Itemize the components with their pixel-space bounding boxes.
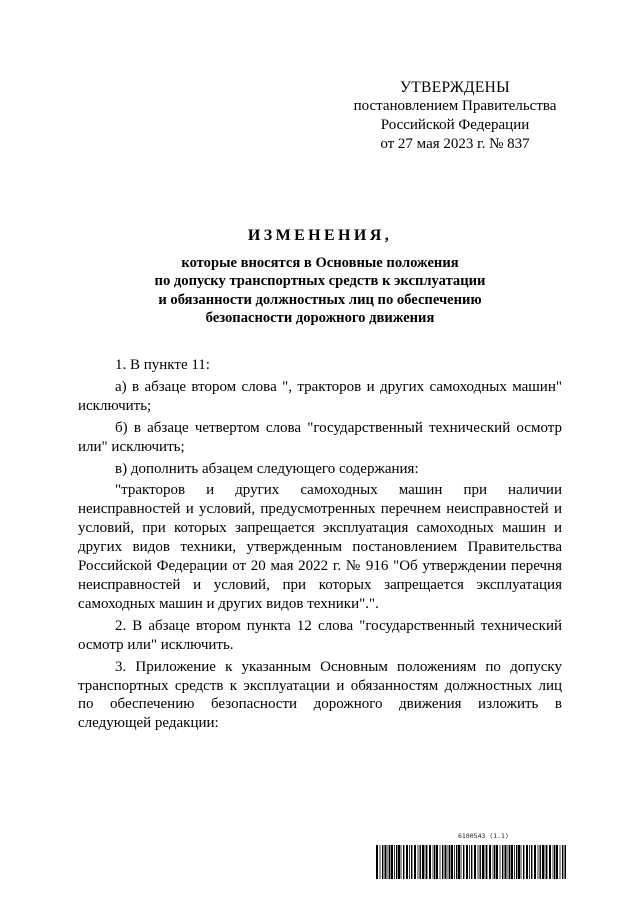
barcode-bar <box>521 845 522 879</box>
barcode-bar <box>553 845 554 879</box>
barcode-bar <box>461 845 462 879</box>
barcode-bar <box>538 845 539 879</box>
barcode-bar <box>429 845 431 879</box>
paragraph-subitem-b: б) в абзаце четвертом слова "государственный технический осмотр или" исключить; <box>78 419 562 455</box>
barcode-bar <box>398 845 400 879</box>
barcode-bar <box>469 845 470 879</box>
barcode-bar <box>471 845 472 879</box>
barcode-bar <box>565 845 567 879</box>
title-subtitle-line: и обязанности должностных лиц по обеспечению <box>158 291 482 308</box>
barcode-bar <box>549 845 551 879</box>
barcode-bar <box>436 845 438 879</box>
barcode-bar <box>385 845 387 879</box>
barcode-bar <box>411 845 412 879</box>
barcode-bar <box>451 845 453 879</box>
barcode-bar <box>478 845 479 879</box>
barcode-bar <box>426 845 427 879</box>
barcode-bar <box>511 845 513 879</box>
barcode-bar <box>409 845 410 879</box>
barcode-bar <box>529 845 530 879</box>
paragraph-quoted-text: "тракторов и других самоходных машин при наличии неисправностей и условий, предусмотренных перечнем неисправностей и условий, при которых запрещается эксплуатация самоходных машин и других видов техники, утвержденным постановлением Правительства Российской Федерации от 20 мая 2022 г. № 916 "Об утверждении перечня неисправностей и условий, при которых запрещается эксплуатация самоходных машин и других видов техники".". <box>78 482 562 612</box>
barcode-bar <box>380 845 381 879</box>
barcode-bar <box>514 845 515 879</box>
paragraph-item-2: 2. В абзаце втором пункта 12 слова "государственный технический осмотр или" исключить. <box>78 617 562 653</box>
barcode-bar <box>454 845 455 879</box>
barcode-bar <box>540 845 541 879</box>
title-main: ИЗМЕНЕНИЯ, <box>247 227 393 244</box>
approval-line-1: постановлением Правительства <box>353 98 557 114</box>
barcode-bar <box>494 845 495 879</box>
title-subtitle-line: по допуску транспортных средств к эксплуатации <box>154 273 486 290</box>
barcode-bar <box>440 845 441 879</box>
barcode-bar <box>425 845 426 879</box>
barcode-bar <box>420 845 421 879</box>
barcode-bar <box>389 845 390 879</box>
approval-line-3: от 27 мая 2023 г. № 837 <box>380 136 530 152</box>
barcode-bar <box>456 845 457 879</box>
barcode-bar <box>394 845 395 879</box>
barcode-bar <box>396 845 397 879</box>
barcode-bar <box>516 845 517 879</box>
barcode-bar <box>458 845 460 879</box>
barcode-bar <box>509 845 510 879</box>
barcode-bar <box>463 845 464 879</box>
barcode-bar <box>406 845 408 879</box>
title-subtitle-line: которые вносятся в Основные положения <box>181 255 459 271</box>
barcode-bar <box>414 845 416 879</box>
barcode-bar <box>546 845 547 879</box>
barcode-bar <box>401 845 402 879</box>
barcode-bar <box>445 845 447 879</box>
document-body <box>78 356 562 736</box>
barcode-bar <box>474 845 476 879</box>
paragraph-item-3: 3. Приложение к указанным Основным положениям по допуску транспортных средств к эксплуатации и обязанностям должностных лиц по обеспечению безопасности дорожного движения изложить в следующей редакции: <box>78 658 562 732</box>
barcode-bar <box>466 845 468 879</box>
barcode-bar <box>448 845 449 879</box>
barcode-bar <box>523 845 524 879</box>
barcode-bar <box>482 845 484 879</box>
barcode-bar <box>534 845 536 879</box>
barcode-bar <box>418 845 419 879</box>
barcode-bar <box>526 845 528 879</box>
barcode-bar <box>376 845 378 879</box>
approval-stamp <box>330 78 580 154</box>
barcode-bar <box>496 845 498 879</box>
barcode-bar <box>442 845 443 879</box>
paragraph-item-1: 1. В пункте 11: <box>115 357 210 373</box>
barcode-bar <box>502 845 503 879</box>
barcode-bar <box>562 845 563 879</box>
barcode-bar <box>388 845 389 879</box>
barcode-bar <box>486 845 487 879</box>
barcode-bar <box>391 845 393 879</box>
barcode-bar <box>508 845 509 879</box>
barcode-bar <box>500 845 501 879</box>
barcode-bar <box>531 845 532 879</box>
approval-line-2: Российской Федерации <box>380 117 530 133</box>
barcode-bar <box>403 845 404 879</box>
title-subtitle-line: безопасности дорожного движения <box>205 310 435 327</box>
barcode-bar <box>422 845 424 879</box>
barcode-bar <box>480 845 481 879</box>
document-title <box>60 226 580 328</box>
barcode-bar <box>382 845 383 879</box>
barcode-bar <box>542 845 544 879</box>
barcode-bar <box>449 845 450 879</box>
barcode-bar <box>560 845 561 879</box>
paragraph-subitem-a: а) в абзаце втором слова ", тракторов и других самоходных машин" исключить; <box>78 378 562 414</box>
barcode-bar <box>505 845 507 879</box>
barcode-bar <box>556 845 558 879</box>
barcode-bar <box>493 845 494 879</box>
barcode-bar <box>485 845 486 879</box>
barcode-image <box>376 845 566 879</box>
approval-heading: УТВЕРЖДЕНЫ <box>400 79 510 96</box>
paragraph-subitem-c: в) дополнить абзацем следующего содержания: <box>115 460 419 477</box>
barcode-bar <box>518 845 520 879</box>
barcode-label: 6100543 (1.1) <box>458 832 509 840</box>
barcode-bar <box>433 845 434 879</box>
barcode-bar <box>434 845 435 879</box>
barcode-bar <box>554 845 555 879</box>
barcode-bar <box>545 845 546 879</box>
barcode-bar <box>489 845 491 879</box>
